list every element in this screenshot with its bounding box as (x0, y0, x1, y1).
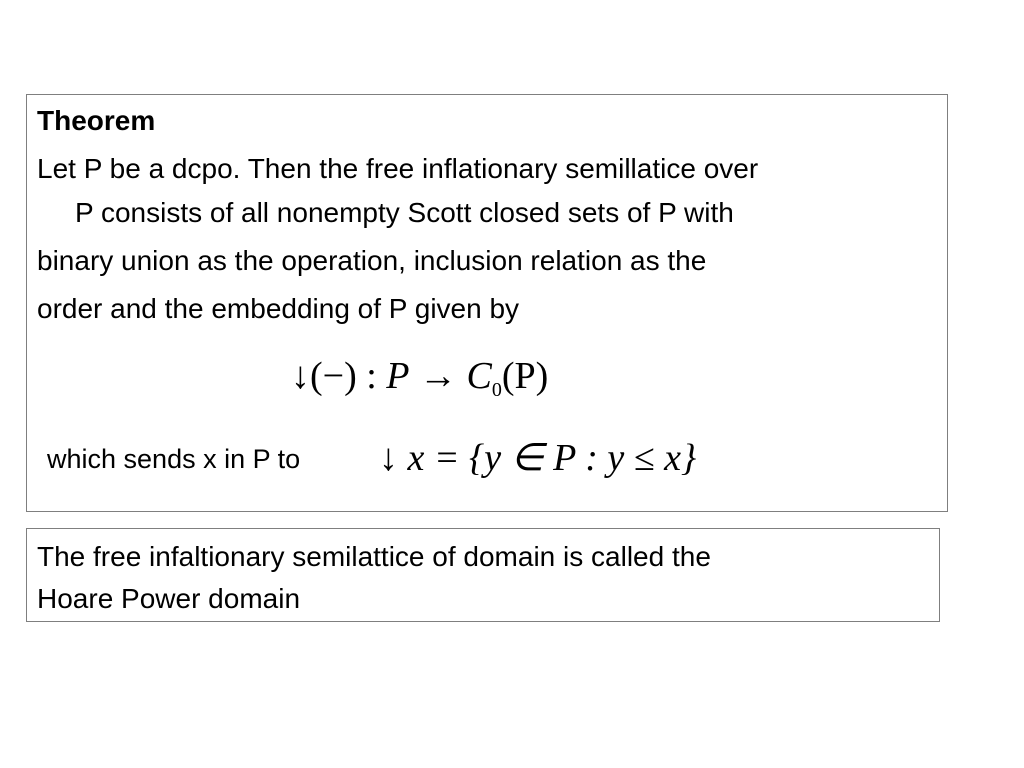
theorem-heading: Theorem (37, 105, 156, 136)
note-box (26, 528, 940, 622)
formula-codomain: C (466, 355, 492, 397)
theorem-line-2: P consists of all nonempty Scott closed sets of P with (75, 197, 734, 228)
note-line-2: Hoare Power domain (37, 583, 301, 614)
note-line-1: The free infaltionary semilattice of domain is called the (37, 541, 711, 572)
theorem-line-3: binary union as the operation, inclusion relation as the (37, 245, 707, 276)
formula-subscript: 0 (491, 379, 502, 401)
embedding-formula (291, 355, 549, 401)
theorem-line-1: Let P be a dcpo. Then the free inflationary semillatice over (37, 153, 759, 184)
down-arrow-symbol: ↓ (291, 355, 310, 397)
set-formula-expr: x = {y ∈ P : y ≤ x} (407, 437, 697, 479)
sends-text: which sends x in P to (47, 444, 301, 474)
formula-lhs: (−) : (310, 355, 387, 397)
down-arrow-symbol-2: ↓ (379, 437, 398, 479)
theorem-line-4: order and the embedding of P given by (37, 293, 520, 324)
set-formula (379, 439, 696, 477)
formula-domain: P (386, 355, 410, 397)
formula-codomain-arg: (P) (501, 355, 549, 397)
formula-arrow: → (409, 355, 467, 397)
theorem-box (26, 94, 948, 512)
